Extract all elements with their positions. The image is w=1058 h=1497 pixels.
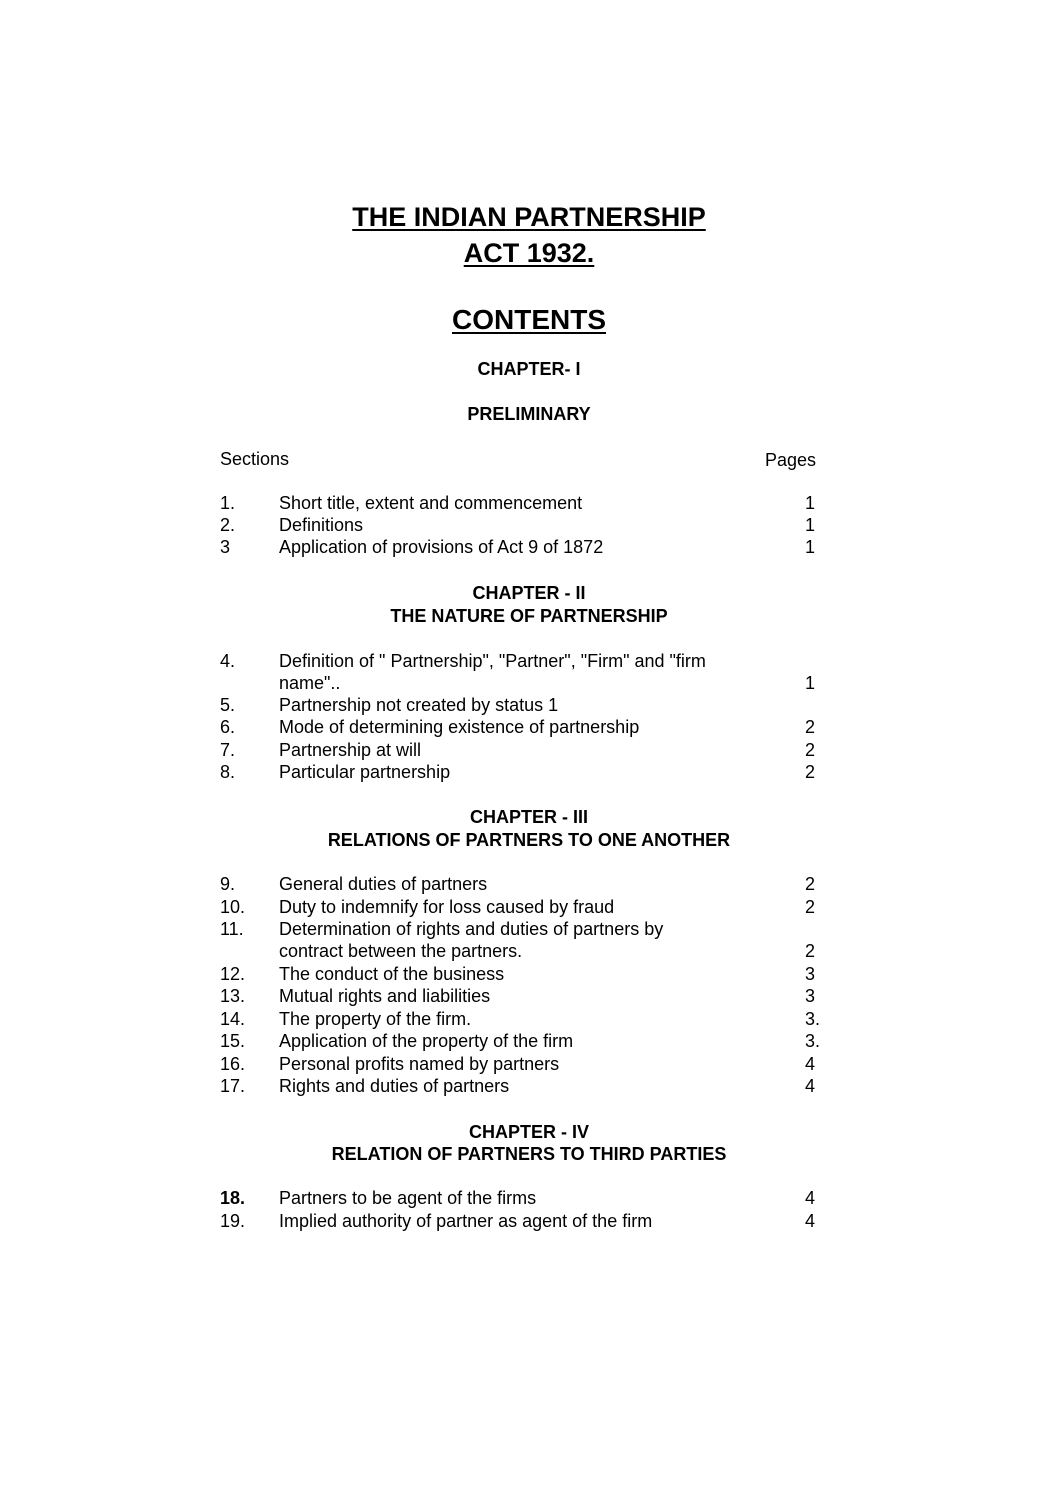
section-number: 13.	[220, 986, 246, 1006]
contents-title: CONTENTS	[452, 304, 606, 335]
page-number: 2	[805, 740, 816, 760]
section-number: 6.	[220, 717, 236, 737]
chapter-2-label: CHAPTER - II	[472, 583, 586, 603]
section-number: 12.	[220, 964, 246, 984]
toc-entry	[220, 536, 820, 558]
page-number: 4	[805, 1054, 816, 1074]
section-number: 19.	[220, 1211, 246, 1231]
section-number: 10.	[220, 897, 246, 917]
section-number: 1.	[220, 493, 236, 513]
page-number: 3	[805, 964, 816, 984]
section-title: Short title, extent and commencement	[279, 493, 583, 513]
chapter-1-label: CHAPTER- I	[477, 359, 581, 379]
toc-entry	[220, 963, 820, 985]
page-number: 1	[805, 493, 816, 513]
document-title-line2: ACT 1932.	[463, 238, 595, 268]
section-title: Mode of determining existence of partnership	[279, 717, 640, 737]
page-number: 4	[805, 1076, 816, 1096]
toc-entry	[220, 1210, 820, 1232]
section-number: 2.	[220, 515, 236, 535]
section-number: 7.	[220, 740, 236, 760]
section-title: Partners to be agent of the firms	[279, 1188, 537, 1208]
section-number: 9.	[220, 874, 236, 894]
toc-entry	[220, 873, 820, 895]
section-number: 16.	[220, 1054, 246, 1074]
section-title: General duties of partners	[279, 874, 488, 894]
chapter-3-label: CHAPTER - III	[469, 807, 588, 827]
page-number: 2	[805, 762, 816, 782]
section-title: Definition of " Partnership", "Partner", "Firm" and "firm name"..	[279, 651, 706, 693]
toc-entry	[220, 1075, 820, 1097]
section-number: 5.	[220, 695, 236, 715]
page-number: 3	[805, 986, 816, 1006]
sections-column-header: Sections	[220, 449, 290, 469]
page-number: 3.	[805, 1009, 821, 1029]
section-title: Partnership at will	[279, 740, 422, 760]
toc-entry	[220, 918, 820, 962]
toc-entry	[220, 716, 820, 738]
page-number: 1	[805, 515, 816, 535]
page-number: 3.	[805, 1031, 821, 1051]
section-title: Duty to indemnify for loss caused by fraud	[279, 897, 615, 917]
page-number: 4	[805, 1211, 816, 1231]
section-number: 11.	[220, 919, 244, 939]
chapter-4-name: RELATION OF PARTNERS TO THIRD PARTIES	[331, 1144, 727, 1164]
chapter-3-name: RELATIONS OF PARTNERS TO ONE ANOTHER	[327, 830, 731, 850]
section-title: The property of the firm.	[279, 1009, 472, 1029]
section-title: Personal profits named by partners	[279, 1054, 560, 1074]
page-number: 1	[805, 537, 816, 557]
section-title: Application of the property of the firm	[279, 1031, 574, 1051]
toc-entry	[220, 985, 820, 1007]
document-title-line1: THE INDIAN PARTNERSHIP	[352, 202, 706, 232]
toc-entry	[220, 739, 820, 761]
toc-entry	[220, 896, 820, 918]
section-number: 17.	[220, 1076, 246, 1096]
chapter-4-label: CHAPTER - IV	[468, 1122, 589, 1142]
toc-entry	[220, 1053, 820, 1075]
toc-entry	[220, 1187, 820, 1209]
toc-entry	[220, 1030, 820, 1052]
section-title: Partnership not created by status 1	[279, 695, 559, 715]
section-number: 8.	[220, 762, 236, 782]
section-title: The conduct of the business	[279, 964, 505, 984]
page-number: 2	[805, 874, 816, 894]
page-number: 2	[805, 941, 816, 961]
page-number: 4	[805, 1188, 816, 1208]
section-title: Application of provisions of Act 9 of 1872	[279, 537, 604, 557]
pages-column-header: Pages	[765, 450, 817, 470]
toc-entry	[220, 694, 820, 716]
section-title: Mutual rights and liabilities	[279, 986, 491, 1006]
page-number: 2	[805, 897, 816, 917]
toc-entry	[220, 761, 820, 783]
section-number: 14.	[220, 1009, 246, 1029]
toc-entry	[220, 1008, 820, 1030]
section-number: 3	[220, 537, 231, 557]
section-title: Rights and duties of partners	[279, 1076, 510, 1096]
toc-entry	[220, 650, 820, 694]
toc-entry	[220, 514, 820, 536]
toc-entry	[220, 492, 820, 514]
page-number: 1	[805, 673, 816, 693]
section-title: Definitions	[279, 515, 364, 535]
page-number: 2	[805, 717, 816, 737]
section-title: Particular partnership	[279, 762, 451, 782]
chapter-2-name: THE NATURE OF PARTNERSHIP	[390, 606, 668, 626]
section-number: 18.	[220, 1188, 246, 1208]
section-number: 15.	[220, 1031, 246, 1051]
section-title: Determination of rights and duties of partners by contract between the partners.	[279, 919, 664, 961]
chapter-1-name: PRELIMINARY	[467, 404, 591, 424]
section-title: Implied authority of partner as agent of the firm	[279, 1211, 653, 1231]
section-number: 4.	[220, 651, 236, 671]
